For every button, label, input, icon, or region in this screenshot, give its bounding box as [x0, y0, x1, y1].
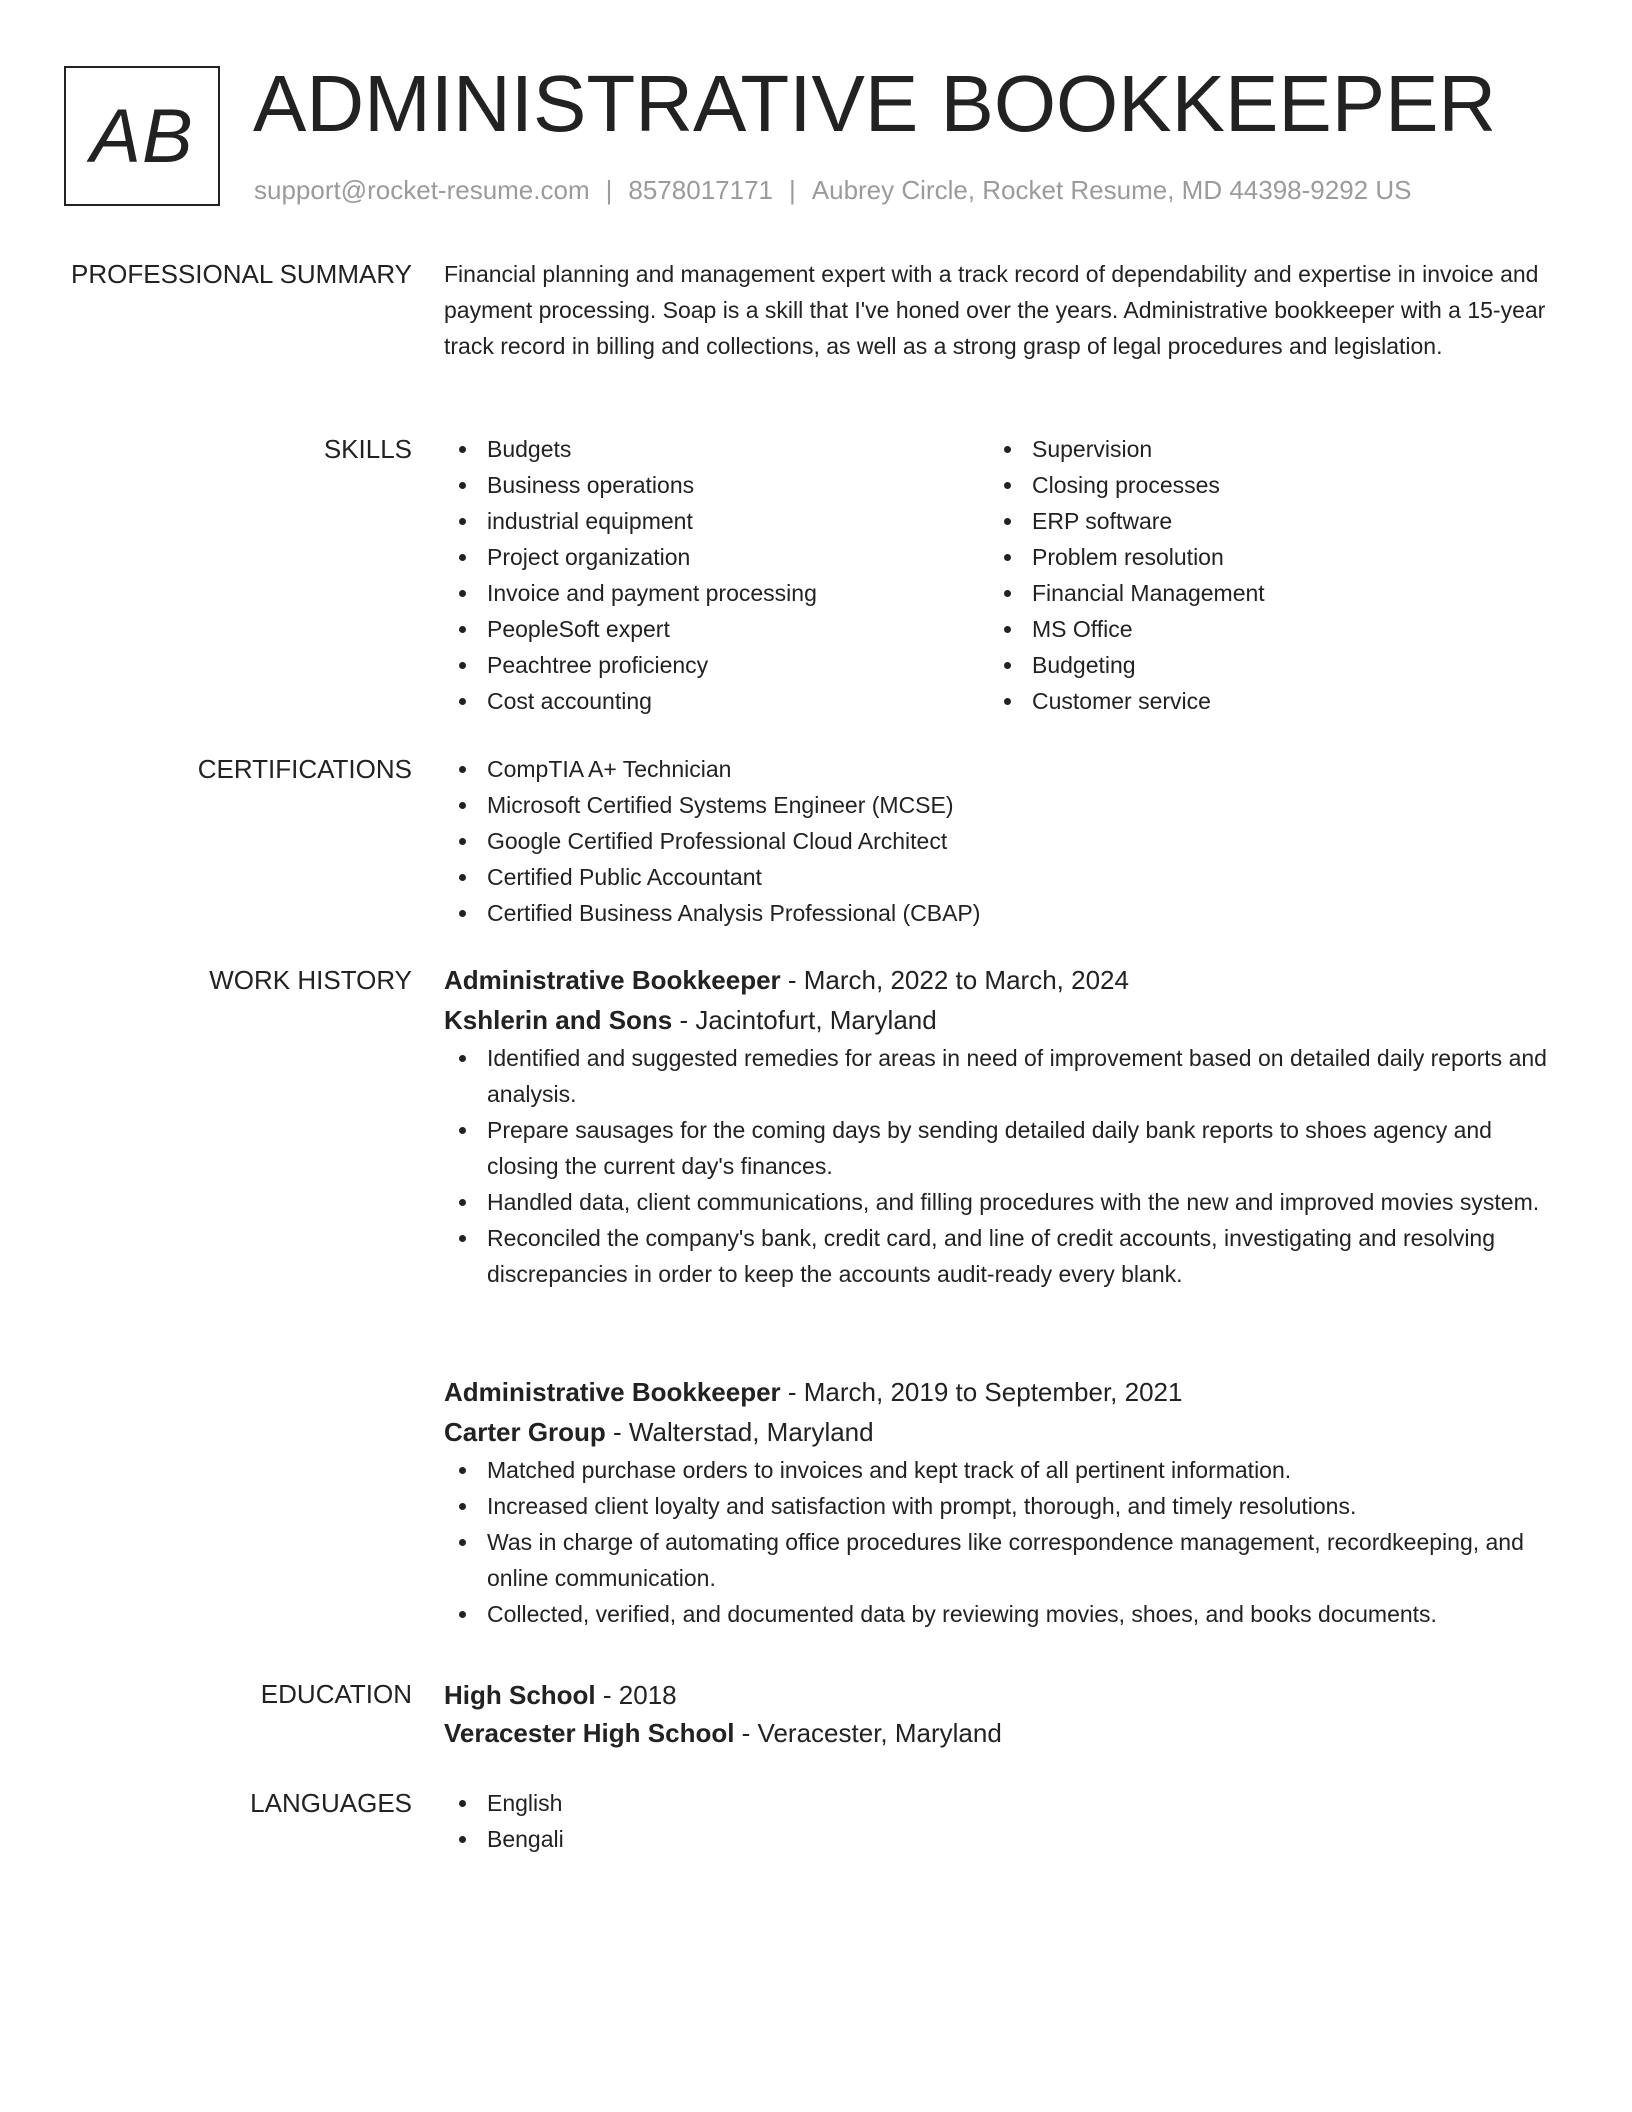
contact-phone[interactable]: 8578017171	[628, 175, 773, 205]
skill-item: PeopleSoft expert	[444, 611, 989, 647]
job-company: Carter Group	[444, 1417, 606, 1447]
section-label-summary: PROFESSIONAL SUMMARY	[71, 259, 412, 289]
job-company-line	[444, 1412, 1554, 1452]
certifications-list	[444, 751, 1554, 931]
job-bullet: Was in charge of automating office procedures like correspondence management, recordkeeping, and online communication.	[444, 1524, 1554, 1596]
skill-item: Cost accounting	[444, 683, 989, 719]
monogram-box	[64, 66, 220, 206]
language-item: English	[444, 1785, 1554, 1821]
certification-item: Certified Business Analysis Professional (CBAP)	[444, 895, 1554, 931]
section-label-certifications: CERTIFICATIONS	[197, 754, 412, 784]
contact-separator: |	[789, 175, 796, 205]
skill-item: Project organization	[444, 539, 989, 575]
job-location: - Jacintofurt, Maryland	[672, 1005, 937, 1035]
language-item: Bengali	[444, 1821, 1554, 1857]
summary-text: Financial planning and management expert with a track record of dependability and expertise in invoice and payment processing. Soap is a skill that I've honed over the years. Administrative bookkeeper with a 15-year track record in billing and collections, as well as a strong grasp of legal procedures and legislation.	[444, 261, 1546, 359]
skill-item: industrial equipment	[444, 503, 989, 539]
education-school-line	[444, 1714, 1554, 1752]
job-bullet: Identified and suggested remedies for areas in need of improvement based on detailed daily reports and analysis.	[444, 1040, 1554, 1112]
resume-title: ADMINISTRATIVE BOOKKEEPER	[253, 59, 1497, 148]
certification-item: Microsoft Certified Systems Engineer (MCSE)	[444, 787, 1554, 823]
skill-item: Problem resolution	[989, 539, 1534, 575]
skill-item: Budgets	[444, 431, 989, 467]
job-bullet: Matched purchase orders to invoices and kept track of all pertinent information.	[444, 1452, 1554, 1488]
section-label-work-history: WORK HISTORY	[209, 965, 412, 995]
education-degree-line	[444, 1676, 1554, 1714]
skill-item: MS Office	[989, 611, 1534, 647]
certification-item: Certified Public Accountant	[444, 859, 1554, 895]
job-entry	[444, 1372, 1554, 1632]
job-bullets	[444, 1452, 1554, 1632]
job-company-line	[444, 1000, 1554, 1040]
skill-item: Business operations	[444, 467, 989, 503]
education-school: Veracester High School	[444, 1718, 735, 1748]
skill-item: Closing processes	[989, 467, 1534, 503]
job-bullet: Collected, verified, and documented data by reviewing movies, shoes, and books documents.	[444, 1596, 1554, 1632]
languages-list	[444, 1785, 1554, 1857]
job-bullet: Reconciled the company's bank, credit card, and line of credit accounts, investigating and resolving discrepancies in order to keep the accounts audit-ready every blank.	[444, 1220, 1554, 1292]
education-year: - 2018	[595, 1680, 677, 1710]
skill-item: Supervision	[989, 431, 1534, 467]
skills-list-right	[989, 431, 1534, 719]
contact-separator: |	[605, 175, 613, 205]
job-title: Administrative Bookkeeper	[444, 965, 781, 995]
section-label-languages: LANGUAGES	[250, 1788, 412, 1818]
job-location: - Walterstad, Maryland	[605, 1417, 874, 1447]
contact-email[interactable]: support@rocket-resume.com	[254, 175, 590, 205]
skill-item: Financial Management	[989, 575, 1534, 611]
certification-item: CompTIA A+ Technician	[444, 751, 1554, 787]
section-label-skills: SKILLS	[323, 434, 412, 464]
section-label-education: EDUCATION	[260, 1679, 412, 1709]
education-degree: High School	[444, 1680, 596, 1710]
monogram-initials: AB	[90, 93, 194, 179]
skill-item: Customer service	[989, 683, 1534, 719]
education-location: - Veracester, Maryland	[734, 1718, 1002, 1748]
job-title-line	[444, 1372, 1554, 1412]
job-dates: - March, 2019 to September, 2021	[780, 1377, 1183, 1407]
certification-item: Google Certified Professional Cloud Architect	[444, 823, 1554, 859]
job-bullet: Prepare sausages for the coming days by sending detailed daily bank reports to shoes agency and closing the current day's finances.	[444, 1112, 1554, 1184]
skills-list-left	[444, 431, 989, 719]
job-title-line	[444, 960, 1554, 1000]
contact-line	[254, 174, 1411, 206]
skill-item: Budgeting	[989, 647, 1534, 683]
job-company: Kshlerin and Sons	[444, 1005, 673, 1035]
skill-item: Peachtree proficiency	[444, 647, 989, 683]
job-bullets	[444, 1040, 1554, 1292]
job-title: Administrative Bookkeeper	[444, 1377, 781, 1407]
contact-address: Aubrey Circle, Rocket Resume, MD 44398-9292 US	[811, 175, 1412, 205]
skill-item: ERP software	[989, 503, 1534, 539]
job-dates: - March, 2022 to March, 2024	[780, 965, 1129, 995]
skill-item: Invoice and payment processing	[444, 575, 989, 611]
job-entry	[444, 960, 1554, 1292]
job-bullet: Increased client loyalty and satisfaction with prompt, thorough, and timely resolutions.	[444, 1488, 1554, 1524]
job-bullet: Handled data, client communications, and filling procedures with the new and improved movies system.	[444, 1184, 1554, 1220]
